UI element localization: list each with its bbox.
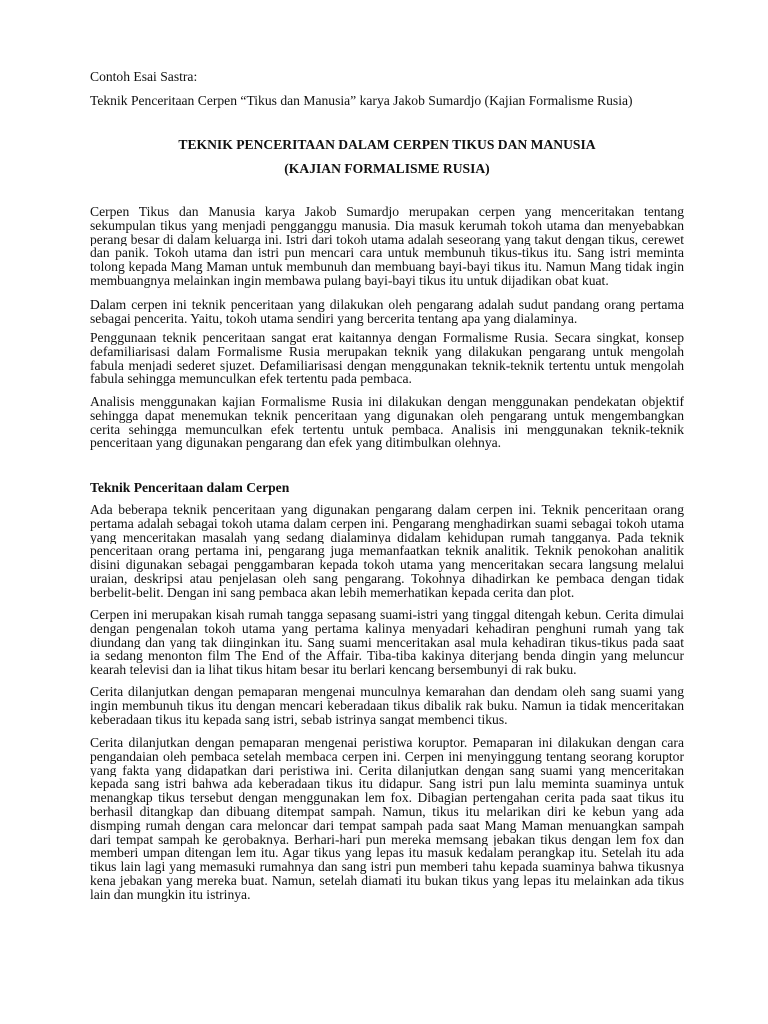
paragraph-line: membuangnya melainkan ingin membawa pulang bayi-bayi tikus itu untuk dijadikan obat kuat. xyxy=(90,273,609,288)
section-heading: Teknik Penceritaan dalam Cerpen xyxy=(90,480,290,495)
paragraph xyxy=(90,503,684,600)
paragraph-line: lain dan mungkin itu istrinya. xyxy=(90,887,251,902)
essay-title-line-1: TEKNIK PENCERITAAN DALAM CERPEN TIKUS DAN MANUSIA xyxy=(178,137,596,152)
paragraph-line: penceritaan orang pertama ini, pengarang juga memanfaatkan teknik analitik. Teknik penokohan analitik xyxy=(90,544,684,559)
paragraph-line: sehingga dapat menemukan teknik penceritaan yang digunakan oleh pengarang untuk mengembangkan xyxy=(90,408,684,423)
paragraph-line: Cerpen ini merupakan kisah rumah tangga sepasang suami-istri yang tinggal ditengah kebun. Cerita dimulai xyxy=(90,608,684,622)
paragraph-line: defamiliarisasi dalam Formalisme Rusia merupakan teknik yang dilakukan pengarang untuk mengolah xyxy=(90,344,684,359)
paragraph-line: sebagai pencerita. Yaitu, tokoh utama sendiri yang bercerita tentang apa yang dialaminya. xyxy=(90,311,578,326)
paragraph-line: kena jebakan yang mereka buat. Namun, setelah diamati itu bukan tikus yang lepas itu melainkan ada tikus xyxy=(90,873,684,888)
paragraph-line: fabula sehingga memunculkan efek tertentu pada pembaca. xyxy=(90,372,412,387)
paragraph-line: sekumpulan tikus yang menjadi pengganggu manusia. Dia masuk kerumah tokoh utama dan menyebabkan xyxy=(90,218,684,233)
paragraph-line: Dalam cerpen ini teknik penceritaan yang dilakukan oleh pengarang adalah sudut pandang orang pertama xyxy=(90,298,684,312)
paragraph-line: Analisis menggunakan kajian Formalisme Rusia ini dilakukan dengan menggunakan pendekatan objektif xyxy=(90,395,684,409)
paragraph-line: Penggunaan teknik penceritaan sangat erat kaitannya dengan Formalisme Rusia. Secara singkat, konsep xyxy=(90,331,684,345)
paragraph-line: kearah televisi dan ia lihat tikus hitam besar itu berlari kencang bersembunyi di rak buku. xyxy=(90,663,577,677)
paragraph xyxy=(90,736,684,902)
paragraph-line: menangkap tikus tersebut dengan menggunakan lem fox. Dibagian pertengahan cerita pada saat tikus itu xyxy=(90,791,684,805)
paragraph-line: dari tempat sampah ke gerobaknya. Berhari-hari pun mereka memsang jebakan tikus dengan lem fox dan xyxy=(90,832,684,847)
paragraph-line: ia sedang menonton film The End of the Affair. Tiba-tiba kakinya diterjang benda dingin yang meluncur xyxy=(90,649,684,664)
paragraph-line: Cerpen Tikus dan Manusia karya Jakob Sumardjo merupakan cerpen yang menceritakan tentang xyxy=(90,205,684,219)
paragraph-line: tolong kepada Mang Maman untuk membunuh dan membuang bayi-bayi tikus itu. Namun Mang tidak ingin xyxy=(90,260,684,274)
paragraph-line: tikus lain lagi yang memasuki rumahnya dan sang istri pun memberi tahu kepada suaminya bahwa tikusnya xyxy=(90,860,684,874)
paragraph-line: yang fakta yang didapatkan dari peristiwa ini. Cerita dilanjutkan dengan sang suami yang menceritakan xyxy=(90,763,684,778)
paragraph-line: diundang dan yang tak diinginkan itu. Sang suami menceritakan asal mula kehadiran tikus-tikus pada saat xyxy=(90,635,684,650)
paragraph-line: cerita sehingga memunculkan efek tertentu untuk pembaca. Analisis ini menggunakan teknik-teknik xyxy=(90,422,684,437)
paragraph xyxy=(90,205,684,288)
paragraph-line: berhasil ditangkap dan dibuang ditempat sampah. Namun, tikus itu melarikan diri ke kebun yang ada xyxy=(90,804,684,819)
paragraph-line: disini digunakan sebagai penggambaran kepada tokoh utama yang menceritakan secara langsung melalui xyxy=(90,558,684,572)
paragraph-line: dan panik. Tokoh utama dan istri pun mencari cara untuk membunuh tikus-tikus itu. Sang istri meminta xyxy=(90,246,684,261)
paragraph-line: Cerita dilanjutkan dengan pemaparan mengenai peristiwa koruptor. Pemaparan ini dilakukan dengan cara xyxy=(90,736,684,750)
paragraph-line: fabula menjadi sederet sjuzet. Defamiliarisasi dengan menggunakan teknik-teknik tertentu untuk mengolah xyxy=(90,358,684,373)
document-label: Contoh Esai Sastra: xyxy=(90,69,198,84)
paragraph-line: dengan pengenalan tokoh utama yang pertama kalinya menyadari kehadiran penghuni rumah yang tak xyxy=(90,621,684,636)
paragraph-line: dismping rumah dengan cara meloncar dari tempat sampah pada saat Mang Maman menuangkan sampah xyxy=(90,818,684,833)
paragraph xyxy=(90,685,684,726)
paragraph-line: kepada sang istri bahwa ada keberadaan tikus itu didapur. Sang istri pun lalu meminta suaminya untuk xyxy=(90,777,684,792)
paragraph xyxy=(90,608,684,677)
paragraph-line: memberi umpan ditengan lem itu. Agar tikus yang lepas itu masuk kedalam perangkap itu. Setelah itu ada xyxy=(90,846,684,861)
paragraph-line: berbelit-belit. Dengan ini sang pembaca akan lebih memerhatikan kepada cerita dan plot. xyxy=(90,585,575,600)
paragraph-line: keberadaan tikus itu kepada sang istri, sebab istrinya sangat membenci tikus. xyxy=(90,712,508,727)
paragraph-line: yang menceritakan masalah yang sedang dialaminya didalam kehidupan rumah tangganya. Pada teknik xyxy=(90,530,684,545)
paragraph xyxy=(90,395,684,450)
paragraph-line: Ada beberapa teknik penceritaan yang digunakan pengarang dalam cerpen ini. Teknik penceritaan orang xyxy=(90,503,684,517)
paragraph-line: ingin membunuh tikus itu dengan mencari keberadaan tikus dibalik rak buku. Namun ia tidak menceritakan xyxy=(90,698,684,713)
paragraph xyxy=(90,331,684,386)
paragraph-line: pertama adalah sebagai tokoh utama dalam cerpen ini. Pengarang menghadirkan suami sebagai tokoh utama xyxy=(90,516,684,531)
paragraph-line: penceritaan yang digunakan pengarang dan efek yang ditimbulkan olehnya. xyxy=(90,436,502,451)
paragraph-line: Cerita dilanjutkan dengan pemaparan mengenai munculnya kemarahan dan dendam oleh sang suami yang xyxy=(90,685,684,699)
document-subtitle: Teknik Penceritaan Cerpen “Tikus dan Manusia” karya Jakob Sumardjo (Kajian Formalisme Rusia) xyxy=(90,93,633,108)
paragraph-line: uraian, deskripsi atau penjelasan oleh sang pengarang. Tokohnya dihadirkan ke pembaca dengan tidak xyxy=(90,571,684,586)
paragraph xyxy=(90,298,684,326)
essay-title-line-2: (KAJIAN FORMALISME RUSIA) xyxy=(284,161,490,176)
paragraph-line: perang besar di dalam keluarga ini. Istri dari tokoh utama adalah seseorang yang takut dengan tikus, cerewet xyxy=(90,232,684,247)
paragraph-line: pengandaian oleh pembaca setelah membaca cerpen ini. Cerpen ini menyinggung tentang seorang koruptor xyxy=(90,749,684,764)
